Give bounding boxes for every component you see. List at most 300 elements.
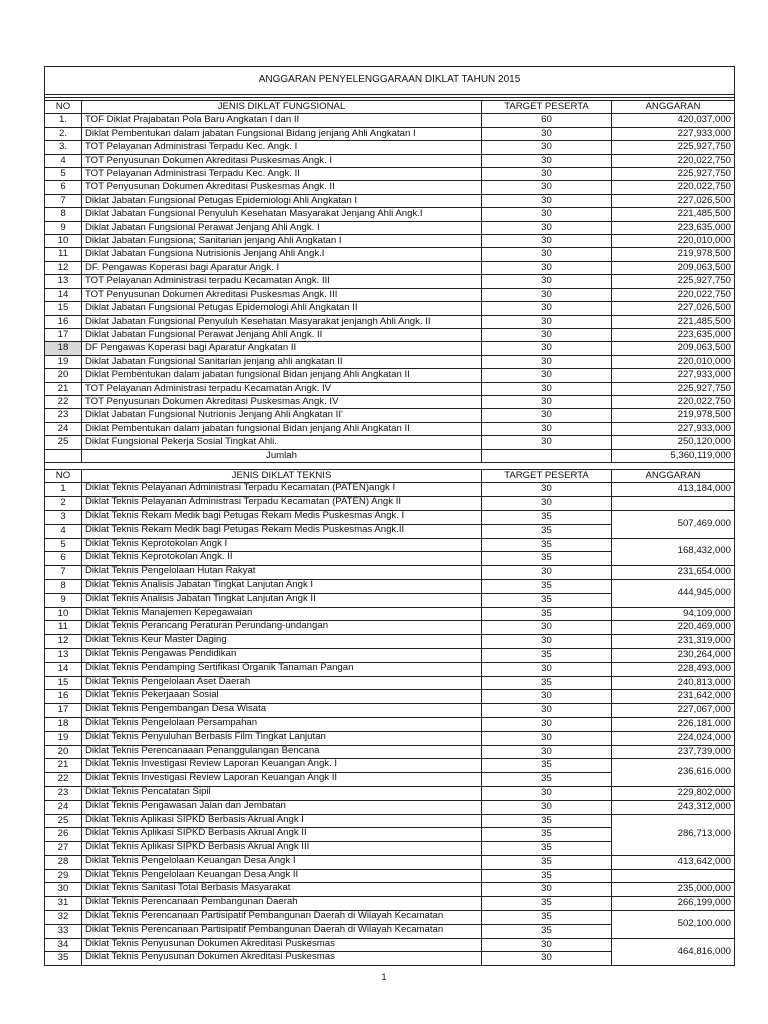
row-no: 16	[45, 690, 82, 704]
table-row	[45, 607, 735, 621]
row-amount: 221,485,500	[612, 208, 735, 221]
table-row	[45, 248, 735, 261]
row-no: 35	[45, 952, 82, 966]
table-row	[45, 800, 735, 814]
row-name: TOF Diklat Prajabatan Pola Baru Angkatan I dan II	[82, 114, 482, 127]
table2-body	[45, 483, 735, 966]
row-target: 35	[482, 855, 612, 869]
row-name: Diklat Teknis Manajemen Kepegawaian	[82, 607, 482, 621]
table-row	[45, 328, 735, 341]
row-amount: 220,010,000	[612, 355, 735, 368]
table-row	[45, 510, 735, 524]
table-row	[45, 676, 735, 690]
row-name: Diklat Teknis Pengembangan Desa Wisata	[82, 704, 482, 718]
row-amount: 221,485,500	[612, 315, 735, 328]
row-target: 35	[482, 510, 612, 524]
row-target: 30	[482, 168, 612, 181]
row-target: 30	[482, 662, 612, 676]
table1-header	[45, 101, 735, 114]
row-target: 30	[482, 717, 612, 731]
row-name: Diklat Teknis Pengelolaan Persampahan	[82, 717, 482, 731]
row-amount: 413,184,000	[612, 483, 735, 497]
row-amount: 227,933,000	[612, 127, 735, 140]
row-no: 17	[45, 328, 82, 341]
row-amount: 231,319,000	[612, 635, 735, 649]
row-name: DF Pengawas Koperasi bagi Aparatur Angkatan II	[82, 342, 482, 355]
row-name: Diklat Jabatan Fungsional Perawat Jenjang Ahli Angk. I	[82, 221, 482, 234]
row-target: 30	[482, 275, 612, 288]
row-no: 10	[45, 607, 82, 621]
row-name: TOT Pelayanan Administrasi terpadu Kecamatan Angk. IV	[82, 382, 482, 395]
row-amount: 286,713,000	[612, 814, 735, 855]
row-amount: 236,616,000	[612, 759, 735, 787]
table-row	[45, 855, 735, 869]
table-row	[45, 409, 735, 422]
table-row	[45, 235, 735, 248]
row-no: 18	[45, 717, 82, 731]
row-target: 30	[482, 342, 612, 355]
row-amount: 266,199,000	[612, 897, 735, 911]
row-amount: 227,933,000	[612, 422, 735, 435]
row-amount: 225,927,750	[612, 141, 735, 154]
row-no: 3	[45, 510, 82, 524]
row-no: 6	[45, 552, 82, 566]
table-row	[45, 181, 735, 194]
row-name: Diklat Fungsional Pekerja Sosial Tingkat Ahli.	[82, 436, 482, 449]
row-target: 35	[482, 552, 612, 566]
row-target: 35	[482, 676, 612, 690]
table-row	[45, 911, 735, 925]
row-amount: 243,312,000	[612, 800, 735, 814]
row-name: Diklat Teknis Aplikasi SIPKD Berbasis Akrual Angk I	[82, 814, 482, 828]
row-amount: 220,022,750	[612, 154, 735, 167]
row-no: 14	[45, 288, 82, 301]
row-target: 35	[482, 773, 612, 787]
title-row	[45, 67, 735, 95]
table-row	[45, 897, 735, 911]
row-name: Diklat Teknis Pengelolaan Hutan Rakyat	[82, 566, 482, 580]
row-no: 34	[45, 938, 82, 952]
row-amount: 228,493,000	[612, 662, 735, 676]
row-name: Diklat Jabatan Fungsional Penyuluh Kesehatan Masyarakat Jenjang Ahli Angk.I	[82, 208, 482, 221]
row-target: 30	[482, 355, 612, 368]
row-target: 30	[482, 938, 612, 952]
header-anggaran-2: ANGGARAN	[612, 469, 735, 482]
row-no: 21	[45, 382, 82, 395]
row-no: 5	[45, 538, 82, 552]
total-label: Jumlah	[82, 449, 482, 462]
row-amount	[612, 497, 735, 511]
table-row	[45, 422, 735, 435]
row-amount: 225,927,750	[612, 382, 735, 395]
row-no: 11	[45, 248, 82, 261]
table-row	[45, 731, 735, 745]
row-target: 30	[482, 369, 612, 382]
row-target: 30	[482, 261, 612, 274]
row-amount: 168,432,000	[612, 538, 735, 566]
header-jenis-teknis: JENIS DIKLAT TEKNIS	[82, 469, 482, 482]
row-amount: 420,037,000	[612, 114, 735, 127]
row-target: 60	[482, 114, 612, 127]
row-target: 30	[482, 181, 612, 194]
row-amount: 502,100,000	[612, 911, 735, 939]
row-no: 14	[45, 662, 82, 676]
table-row	[45, 208, 735, 221]
row-name: Diklat Teknis Pelayanan Administrasi Terpadu Kecamatan (PATEN) Angk II	[82, 497, 482, 511]
row-amount: 220,022,750	[612, 395, 735, 408]
row-amount: 94,109,000	[612, 607, 735, 621]
table-row	[45, 759, 735, 773]
row-amount: 237,739,000	[612, 745, 735, 759]
row-amount: 223,635,000	[612, 221, 735, 234]
row-no: 28	[45, 855, 82, 869]
row-target: 30	[482, 395, 612, 408]
row-amount: 224,024,000	[612, 731, 735, 745]
row-no: 4	[45, 524, 82, 538]
row-target: 30	[482, 208, 612, 221]
row-name: Diklat Teknis Rekam Medik bagi Petugas Rekam Medis Puskesmas Angk. I	[82, 510, 482, 524]
row-no: 24	[45, 800, 82, 814]
row-no: 26	[45, 828, 82, 842]
row-no: 9	[45, 221, 82, 234]
table-row	[45, 662, 735, 676]
row-no: 19	[45, 355, 82, 368]
row-no: 1	[45, 483, 82, 497]
row-no: 15	[45, 302, 82, 315]
row-name: Diklat Jabatan Fungsional Perawat Jenjang Ahli Angk. II	[82, 328, 482, 341]
table1-total-row	[45, 449, 735, 462]
table-row	[45, 717, 735, 731]
row-target: 35	[482, 593, 612, 607]
row-target: 30	[482, 288, 612, 301]
row-target: 30	[482, 566, 612, 580]
row-no: 2	[45, 497, 82, 511]
row-no: 18	[45, 342, 82, 355]
row-amount: 227,026,500	[612, 194, 735, 207]
row-name: Diklat Jabatan Fungsional Petugas Epidemologi Ahli Angkatan II	[82, 302, 482, 315]
row-name: Diklat Jabatan Fungsional Sanitarian jenjang ahli angkatan II	[82, 355, 482, 368]
row-name: TOT Penyusunan Dokumen Akreditasi Puskesmas Angk. I	[82, 154, 482, 167]
header-no-2: NO	[45, 469, 82, 482]
row-target: 30	[482, 315, 612, 328]
row-target: 35	[482, 524, 612, 538]
row-amount: 209,063,500	[612, 342, 735, 355]
row-target: 35	[482, 648, 612, 662]
row-name: Diklat Teknis Pendamping Sertifikasi Organik Tanaman Pangan	[82, 662, 482, 676]
header-anggaran: ANGGARAN	[612, 101, 735, 114]
row-name: Diklat Teknis Pekerjaaan Sosial	[82, 690, 482, 704]
row-target: 30	[482, 422, 612, 435]
row-no: 9	[45, 593, 82, 607]
row-target: 30	[482, 635, 612, 649]
table-row	[45, 497, 735, 511]
row-name: Diklat Teknis Keprotokolan Angk. II	[82, 552, 482, 566]
row-amount: 220,022,750	[612, 181, 735, 194]
table-row	[45, 275, 735, 288]
row-no: 20	[45, 369, 82, 382]
row-amount: 227,933,000	[612, 369, 735, 382]
row-name: Diklat Teknis Penyusunan Dokumen Akreditasi Puskesmas	[82, 938, 482, 952]
row-amount: 225,927,750	[612, 275, 735, 288]
row-target: 30	[482, 731, 612, 745]
row-name: Diklat Teknis Sanitasi Total Berbasis Masyarakat	[82, 883, 482, 897]
row-amount: 230,264,000	[612, 648, 735, 662]
row-target: 30	[482, 302, 612, 315]
row-no: 10	[45, 235, 82, 248]
row-target: 35	[482, 579, 612, 593]
row-no: 21	[45, 759, 82, 773]
row-name: Diklat Teknis Aplikasi SIPKD Berbasis Akrual Angk III	[82, 842, 482, 856]
row-amount: 231,642,000	[612, 690, 735, 704]
table-row	[45, 648, 735, 662]
row-target: 30	[482, 704, 612, 718]
table2-header	[45, 469, 735, 482]
row-name: TOT Penyusunan Dokumen Akreditasi Puskesmas Angk. III	[82, 288, 482, 301]
document-title: ANGGARAN PENYELENGGARAAN DIKLAT TAHUN 2015	[45, 67, 735, 95]
row-no: 7	[45, 194, 82, 207]
table-row	[45, 745, 735, 759]
row-amount: 250,120,000	[612, 436, 735, 449]
row-no: 33	[45, 924, 82, 938]
row-name: Diklat Pembentukan dalam jabatan fungsional Bidan jenjang Ahli Angkatan II	[82, 422, 482, 435]
row-target: 30	[482, 800, 612, 814]
row-amount: 225,927,750	[612, 168, 735, 181]
row-no: 27	[45, 842, 82, 856]
row-target: 30	[482, 248, 612, 261]
row-target: 30	[482, 382, 612, 395]
row-amount: 226,181,000	[612, 717, 735, 731]
row-no: 23	[45, 409, 82, 422]
row-name: Diklat Teknis Keprotokolan Angk I	[82, 538, 482, 552]
row-name: TOT Pelayanan Administrasi Terpadu Kec. Angk. II	[82, 168, 482, 181]
budget-table	[44, 66, 735, 966]
row-target: 35	[482, 897, 612, 911]
row-target: 30	[482, 745, 612, 759]
table-row	[45, 436, 735, 449]
row-target: 30	[482, 483, 612, 497]
row-name: Diklat Teknis Pengelolaan Keuangan Desa Angk I	[82, 855, 482, 869]
row-amount: 220,469,000	[612, 621, 735, 635]
row-target: 35	[482, 911, 612, 925]
row-name: Diklat Teknis Penyuluhan Berbasis Film Tingkat Lanjutan	[82, 731, 482, 745]
row-no: 13	[45, 275, 82, 288]
row-name: Diklat Teknis Analisis Jabatan Tingkat Lanjutan Angk II	[82, 593, 482, 607]
row-no: 31	[45, 897, 82, 911]
row-no: 8	[45, 579, 82, 593]
row-target: 35	[482, 759, 612, 773]
row-target: 35	[482, 924, 612, 938]
row-no: 7	[45, 566, 82, 580]
row-no: 25	[45, 436, 82, 449]
row-name: Diklat Teknis Perencanaaan Penanggulangan Bencana	[82, 745, 482, 759]
row-name: Diklat Teknis Pengawas Pendidikan	[82, 648, 482, 662]
row-name: Diklat Teknis Perencanaan Pembangunan Daerah	[82, 897, 482, 911]
header-target: TARGET PESERTA	[482, 101, 612, 114]
row-no: 12	[45, 261, 82, 274]
header-target-2: TARGET PESERTA	[482, 469, 612, 482]
table-row	[45, 369, 735, 382]
row-target: 30	[482, 436, 612, 449]
row-name: Diklat Teknis Pengelolaan Keuangan Desa Angk II	[82, 869, 482, 883]
row-name: TOT Penyusunan Dokumen Akreditasi Puskesmas Angk. IV	[82, 395, 482, 408]
row-no: 32	[45, 911, 82, 925]
row-no: 17	[45, 704, 82, 718]
row-target: 30	[482, 621, 612, 635]
row-no: 1.	[45, 114, 82, 127]
row-name: Diklat Teknis Pelayanan Administrasi Terpadu Kecamatan (PATEN)angk I	[82, 483, 482, 497]
table-row	[45, 315, 735, 328]
row-amount: 413,642,000	[612, 855, 735, 869]
table-row	[45, 538, 735, 552]
row-name: Diklat Teknis Perencanaan Partisipatif Pembangunan Daerah di Wilayah Kecamatan	[82, 924, 482, 938]
row-name: Diklat Pembentukan dalam jabatan fungsional Bidan jenjang Ahli Angkatan II	[82, 369, 482, 382]
row-name: Diklat Teknis Rekam Medik bagi Petugas Rekam Medis Puskesmas Angk.II	[82, 524, 482, 538]
table-row	[45, 194, 735, 207]
row-no: 16	[45, 315, 82, 328]
row-amount: 240,813,000	[612, 676, 735, 690]
row-amount: 227,026,500	[612, 302, 735, 315]
table-row	[45, 869, 735, 883]
row-name: Diklat Teknis Keur Master Daging	[82, 635, 482, 649]
row-target: 30	[482, 409, 612, 422]
row-name: TOT Penyusunan Dokumen Akreditasi Puskesmas Angk. II	[82, 181, 482, 194]
row-target: 30	[482, 127, 612, 140]
table-row	[45, 786, 735, 800]
page-number: 1	[381, 972, 387, 982]
table-row	[45, 395, 735, 408]
table-row	[45, 883, 735, 897]
row-name: Diklat Teknis Aplikasi SIPKD Berbasis Akrual Angk II	[82, 828, 482, 842]
row-no: 11	[45, 621, 82, 635]
row-name: DF. Pengawas Koperasi bagi Aparatur Angk. I	[82, 261, 482, 274]
row-target: 35	[482, 814, 612, 828]
row-target: 30	[482, 235, 612, 248]
row-target: 30	[482, 497, 612, 511]
table-row	[45, 221, 735, 234]
row-no: 6	[45, 181, 82, 194]
row-name: Diklat Teknis Investigasi Review Laporan Keuangan Angk II	[82, 773, 482, 787]
row-target: 35	[482, 828, 612, 842]
row-no: 3.	[45, 141, 82, 154]
row-name: Diklat Teknis Perancang Peraturan Perundang-undangan	[82, 621, 482, 635]
row-name: TOT Pelayanan Administrasi terpadu Kecamatan Angk. III	[82, 275, 482, 288]
row-name: Diklat Jabatan Fungsional Nutrionis Jenjang Ahli Angkatan II'	[82, 409, 482, 422]
row-name: TOT Pelayanan Administrasi Terpadu Kec. Angk. I	[82, 141, 482, 154]
row-target: 30	[482, 221, 612, 234]
table-row	[45, 302, 735, 315]
row-name: Diklat Jabatan Fungsional Petugas Epidemiologi Ahli Angkatan I	[82, 194, 482, 207]
table-row	[45, 566, 735, 580]
spacer-row	[45, 462, 735, 469]
row-target: 30	[482, 194, 612, 207]
row-name: Diklat Teknis Investigasi Review Laporan Keuangan Angk. I	[82, 759, 482, 773]
row-amount: 464,816,000	[612, 938, 735, 966]
row-amount: 209,063,500	[612, 261, 735, 274]
row-amount: 507,469,000	[612, 510, 735, 538]
table-row	[45, 342, 735, 355]
row-no: 2.	[45, 127, 82, 140]
row-amount: 235,000,000	[612, 883, 735, 897]
table-row	[45, 814, 735, 828]
row-no: 20	[45, 745, 82, 759]
row-no: 15	[45, 676, 82, 690]
budget-sheet	[44, 66, 734, 966]
row-target: 30	[482, 690, 612, 704]
table-row	[45, 938, 735, 952]
row-no: 29	[45, 869, 82, 883]
row-amount	[612, 869, 735, 883]
row-name: Diklat Teknis Pengelolaan Aset Daerah	[82, 676, 482, 690]
table-row	[45, 154, 735, 167]
table-row	[45, 704, 735, 718]
row-amount: 229,802,000	[612, 786, 735, 800]
table-row	[45, 690, 735, 704]
row-target: 30	[482, 786, 612, 800]
row-name: Diklat Jabatan Fungsional Penyuluh Kesehatan Masyarakat jenjangh Ahli Angk. II	[82, 315, 482, 328]
row-name: Diklat Jabatan Fungsiona; Sanitarian jenjang Ahli Angkatan I	[82, 235, 482, 248]
row-no: 5	[45, 168, 82, 181]
table-row	[45, 483, 735, 497]
header-no: NO	[45, 101, 82, 114]
row-no: 19	[45, 731, 82, 745]
row-no: 30	[45, 883, 82, 897]
row-no: 22	[45, 395, 82, 408]
row-target: 30	[482, 154, 612, 167]
row-no: 8	[45, 208, 82, 221]
row-no: 12	[45, 635, 82, 649]
row-name: Diklat Teknis Perencanaan Partisipatif Pembangunan Daerah di Wilayah Kecamatan	[82, 911, 482, 925]
table-row	[45, 114, 735, 127]
table-row	[45, 168, 735, 181]
row-amount: 220,022,750	[612, 288, 735, 301]
row-name: Diklat Teknis Analisis Jabatan Tingkat Lanjutan Angk I	[82, 579, 482, 593]
row-target: 35	[482, 538, 612, 552]
row-no: 25	[45, 814, 82, 828]
row-amount: 231,654,000	[612, 566, 735, 580]
table-row	[45, 621, 735, 635]
row-name: Diklat Pembentukan dalam jabatan Fungsional Bidang jenjang Ahli Angkatan I	[82, 127, 482, 140]
row-amount: 219,978,500	[612, 248, 735, 261]
table-row	[45, 382, 735, 395]
row-no: 13	[45, 648, 82, 662]
table-row	[45, 579, 735, 593]
row-amount: 227,067,000	[612, 704, 735, 718]
row-name: Diklat Teknis Pencatatan Sipil	[82, 786, 482, 800]
row-amount: 219,978,500	[612, 409, 735, 422]
row-no: 23	[45, 786, 82, 800]
row-target: 35	[482, 869, 612, 883]
table-row	[45, 261, 735, 274]
table-row	[45, 288, 735, 301]
row-no: 24	[45, 422, 82, 435]
row-target: 30	[482, 328, 612, 341]
row-target: 35	[482, 607, 612, 621]
row-name: Diklat Teknis Pengawasan Jalan dan Jembatan	[82, 800, 482, 814]
table-row	[45, 127, 735, 140]
header-jenis-fungsional: JENIS DIKLAT FUNGSIONAL	[82, 101, 482, 114]
row-amount: 444,945,000	[612, 579, 735, 607]
row-target: 35	[482, 842, 612, 856]
row-target: 30	[482, 141, 612, 154]
row-target: 30	[482, 883, 612, 897]
row-amount: 223,635,000	[612, 328, 735, 341]
table-row	[45, 635, 735, 649]
table-row	[45, 355, 735, 368]
row-no: 22	[45, 773, 82, 787]
row-no: 4	[45, 154, 82, 167]
total-amount: 5,360,119,000	[612, 449, 735, 462]
table-row	[45, 141, 735, 154]
